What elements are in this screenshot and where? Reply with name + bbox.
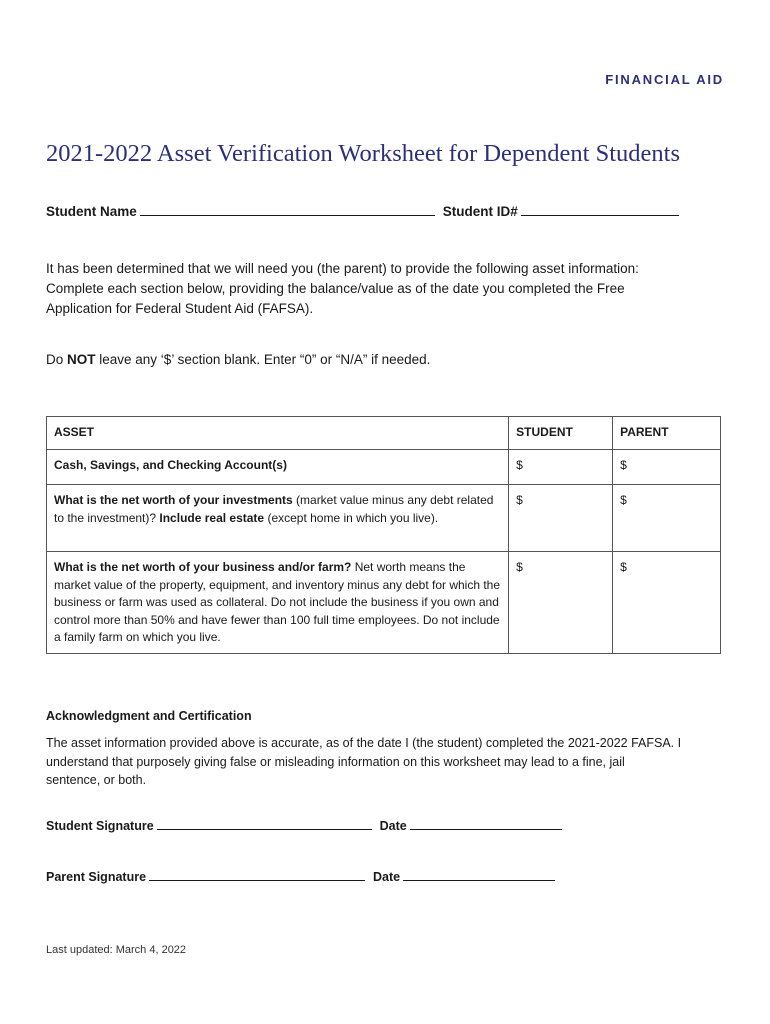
student-cash-input[interactable]: $ [509,450,613,485]
certification-heading: Acknowledgment and Certification [46,709,252,723]
intro-line: It has been determined that we will need you (the parent) to provide the following asset information: [46,261,639,276]
certification-text: The asset information provided above is accurate, as of the date I (the student) completed the 2021-2022 FAFSA. I understand that purposely giving false or misleading information on this worksheet may lead to a fine, jail sentence, or both. [46,736,682,787]
parent-signature-field[interactable] [149,879,365,881]
student-name-label: Student Name [46,204,137,219]
parent-signature-label: Parent Signature [46,870,147,884]
intro-line: Complete each section below, providing the balance/value as of the date you completed the Free [46,281,625,296]
parent-date-label: Date [373,870,401,884]
asset-cash-label: Cash, Savings, and Checking Account(s) [47,450,509,485]
header-asset: ASSET [47,417,509,450]
header-student: STUDENT [509,417,613,450]
asset-business-label: What is the net worth of your business and/or farm? Net worth means the market value of the property, equipment, and inventory minus any debt for which the business or farm was used as collateral. Do not include the business if you own and control more than 50% and have fewer than 100 full time employees. Do not include a family farm on which you live. [47,552,509,654]
asset-investments-label: What is the net worth of your investments (market value minus any debt related to the investment)? Include real estate (except home in which you live). [47,485,509,552]
asset-table [46,416,721,654]
instruction-text: Do NOT leave any ‘$’ section blank. Enter “0” or “N/A” if needed. [46,352,431,367]
student-signature-row [46,819,570,833]
header-parent: PARENT [613,417,721,450]
student-info-row [46,204,687,219]
last-updated: Last updated: March 4, 2022 [46,944,187,956]
intro-line: Application for Federal Student Aid (FAFSA). [46,301,314,316]
parent-business-input[interactable]: $ [613,552,721,654]
student-id-label: Student ID# [442,204,518,219]
student-business-input[interactable]: $ [509,552,613,654]
table-header-row [47,417,721,450]
table-row-business [47,552,721,654]
student-investments-input[interactable]: $ [509,485,613,552]
page-title: 2021-2022 Asset Verification Worksheet for Dependent Students [46,140,681,167]
parent-date-field[interactable] [403,879,555,881]
student-id-field[interactable] [521,214,679,216]
table-row-investments [47,485,721,552]
student-name-field[interactable] [140,214,435,216]
table-row-cash [47,450,721,485]
parent-signature-row [46,870,563,884]
student-signature-field[interactable] [157,828,372,830]
parent-cash-input[interactable]: $ [613,450,721,485]
department-label: FINANCIAL AID [605,72,724,87]
student-date-field[interactable] [410,828,562,830]
parent-investments-input[interactable]: $ [613,485,721,552]
student-date-label: Date [379,819,407,833]
emphasis-not: NOT [67,352,96,367]
student-signature-label: Student Signature [46,819,154,833]
intro-paragraph [46,259,639,319]
